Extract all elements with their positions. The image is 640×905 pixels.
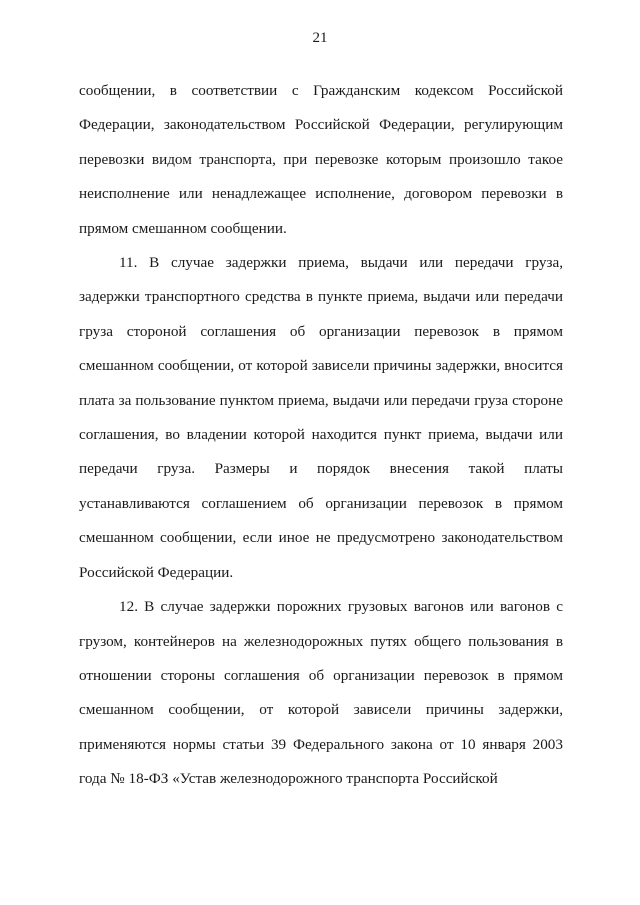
page-number: 21 xyxy=(312,30,328,46)
paragraph-clause-12: 12. В случае задержки порожних грузовых вагонов или вагонов с грузом, контейнеров на железнодорожных путях общего пользования в отношении стороны соглашения об организации перевозок в прямом смешанном сообщении, от которой зависели причины задержки, применяются нормы статьи 39 Федерального закона от 10 января 2003 года № 18-ФЗ «Устав железнодорожного транспорта Российской xyxy=(79,598,563,788)
paragraph-clause-11: 11. В случае задержки приема, выдачи или передачи груза, задержки транспортного средства в пункте приема, выдачи или передачи груза стороной соглашения об организации перевозок в прямом смешанном сообщении, от которой зависели причины задержки, вносится плата за пользование пунктом приема, выдачи или передачи груза стороне соглашения, во владении которой находится пункт приема, выдачи или передачи груза. Размеры и порядок внесения такой платы устанавливаются соглашением об организации перевозок в прямом смешанном сообщении, если иное не предусмотрено законодательством Российской Федерации. xyxy=(79,254,563,581)
paragraph-continuation: сообщении, в соответствии с Гражданским кодексом Российской Федерации, законодательством Российской Федерации, регулирующим перевозки видом транспорта, при перевозке которым произошло такое неисполнение или ненадлежащее исполнение, договором перевозки в прямом смешанном сообщении. xyxy=(79,82,563,237)
document-body xyxy=(79,74,563,797)
